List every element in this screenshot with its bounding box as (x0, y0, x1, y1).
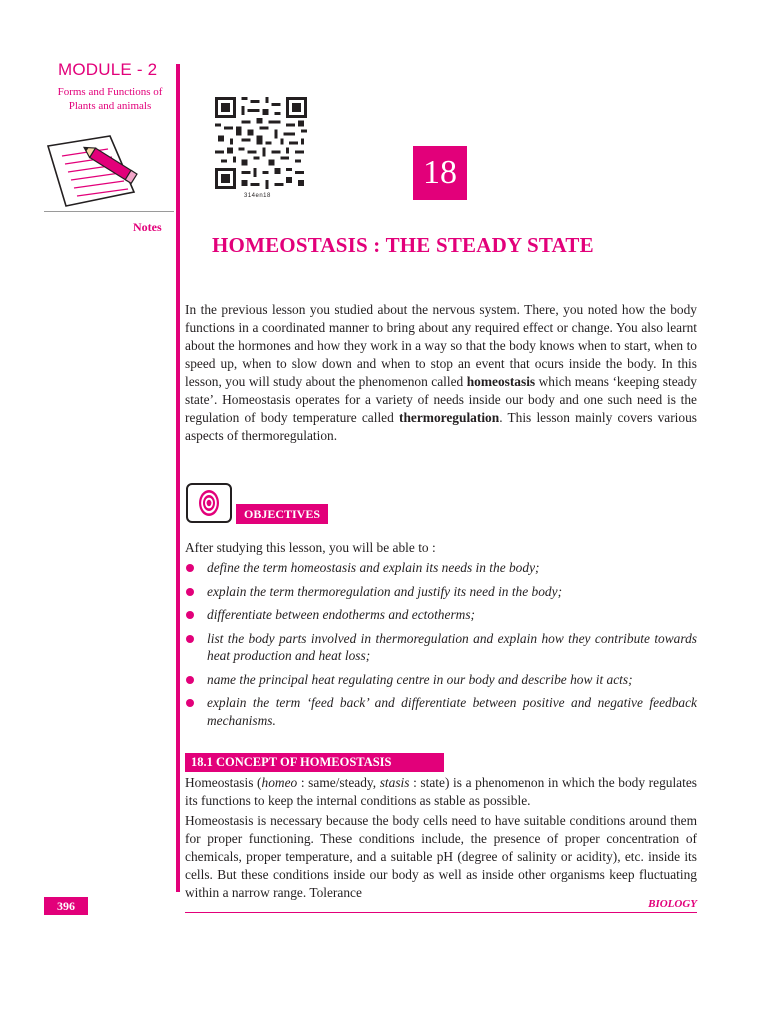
qr-code-label: 314en18 (244, 193, 271, 199)
footer-subject: BIOLOGY (648, 898, 697, 910)
bullet-dot-icon (186, 635, 194, 643)
objectives-lead: After studying this lesson, you will be able to : (185, 540, 436, 555)
objective-text: explain the term thermoregulation and justify its need in the body; (207, 583, 563, 599)
objective-item (185, 671, 697, 689)
section-heading: 18.1 CONCEPT OF HOMEOSTASIS (185, 753, 444, 772)
objective-item (185, 583, 697, 601)
intro-paragraph (185, 301, 697, 445)
objective-item (185, 606, 697, 624)
objectives-list (185, 559, 697, 735)
footer-rule (185, 912, 697, 913)
objectives-box (186, 483, 232, 523)
objective-text: list the body parts involved in thermoregulation and explain how they contribute towards heat production and heat loss; (207, 630, 697, 663)
margin-vertical-bar (176, 64, 180, 892)
section-paragraph-1 (185, 774, 697, 810)
target-icon (188, 485, 230, 521)
margin-divider (44, 211, 174, 212)
section-paragraph-2: Homeostasis is necessary because the body cells need to have suitable conditions around them for proper functioning. These conditions include, the presence of proper concentration of chemicals, proper temperature, and a suitable pH (degree of salinity or acidity), etc. inside its cells. But these conditions inside our body as well as inside other organisms keep fluctuating within a narrow range. Tolerance (185, 813, 697, 900)
term-homeo: homeo (261, 775, 298, 790)
module-subtitle: Forms and Functions of Plants and animals (57, 86, 163, 112)
objective-text: explain the term ‘feed back’ and differentiate between positive and negative feedback mechanisms. (207, 695, 697, 728)
bullet-dot-icon (186, 564, 194, 572)
intro-text-1: In the previous lesson you studied about the nervous system. There, you noted how the body functions in a coordinated manner to bring about any required effect or change. You also learnt about the hormones and how they work in a way so that the body knows when to start, when to speed up, when to slow down and when to stop an event that ocurs inside the body. In this lesson, you will study about the phenomenon called (185, 302, 697, 389)
objective-item (185, 559, 697, 577)
term-thermoregulation: thermoregulation (399, 410, 500, 425)
bullet-dot-icon (186, 699, 194, 707)
section-text: : same/steady, (297, 775, 380, 790)
objective-item (185, 694, 697, 729)
chapter-title: HOMEOSTASIS : THE STEADY STATE (212, 233, 594, 257)
page-number: 396 (44, 897, 88, 915)
objective-item (185, 630, 697, 665)
objective-text: name the principal heat regulating centre in our body and describe how it acts; (207, 671, 633, 687)
intro-text-2: which means ‘keeping steady state’. Homeostasis operates for a variety of needs inside our body and one such need is the regulation of body temperature called (185, 374, 697, 425)
qr-code-icon (214, 97, 308, 189)
objectives-label: OBJECTIVES (236, 504, 328, 524)
chapter-number: 18 (413, 146, 467, 200)
notes-label: Notes (133, 220, 162, 234)
module-title: MODULE - 2 (58, 60, 158, 79)
section-text: Homeostasis ( (185, 775, 262, 790)
bullet-dot-icon (186, 676, 194, 684)
term-stasis: stasis (379, 775, 410, 790)
bullet-dot-icon (186, 588, 194, 596)
bullet-dot-icon (186, 611, 194, 619)
objective-text: define the term homeostasis and explain its needs in the body; (207, 560, 540, 575)
intro-text-3: . This lesson mainly covers various aspects of thermoregulation. (185, 410, 698, 443)
term-homeostasis: homeostasis (466, 374, 536, 389)
section-text: : state) is a phenomenon in which the body regulates its functions to keep the internal conditions as stable as possible. (185, 775, 697, 808)
pencil-notes-icon (44, 134, 154, 210)
objective-text: differentiate between endotherms and ectotherms; (207, 607, 475, 622)
